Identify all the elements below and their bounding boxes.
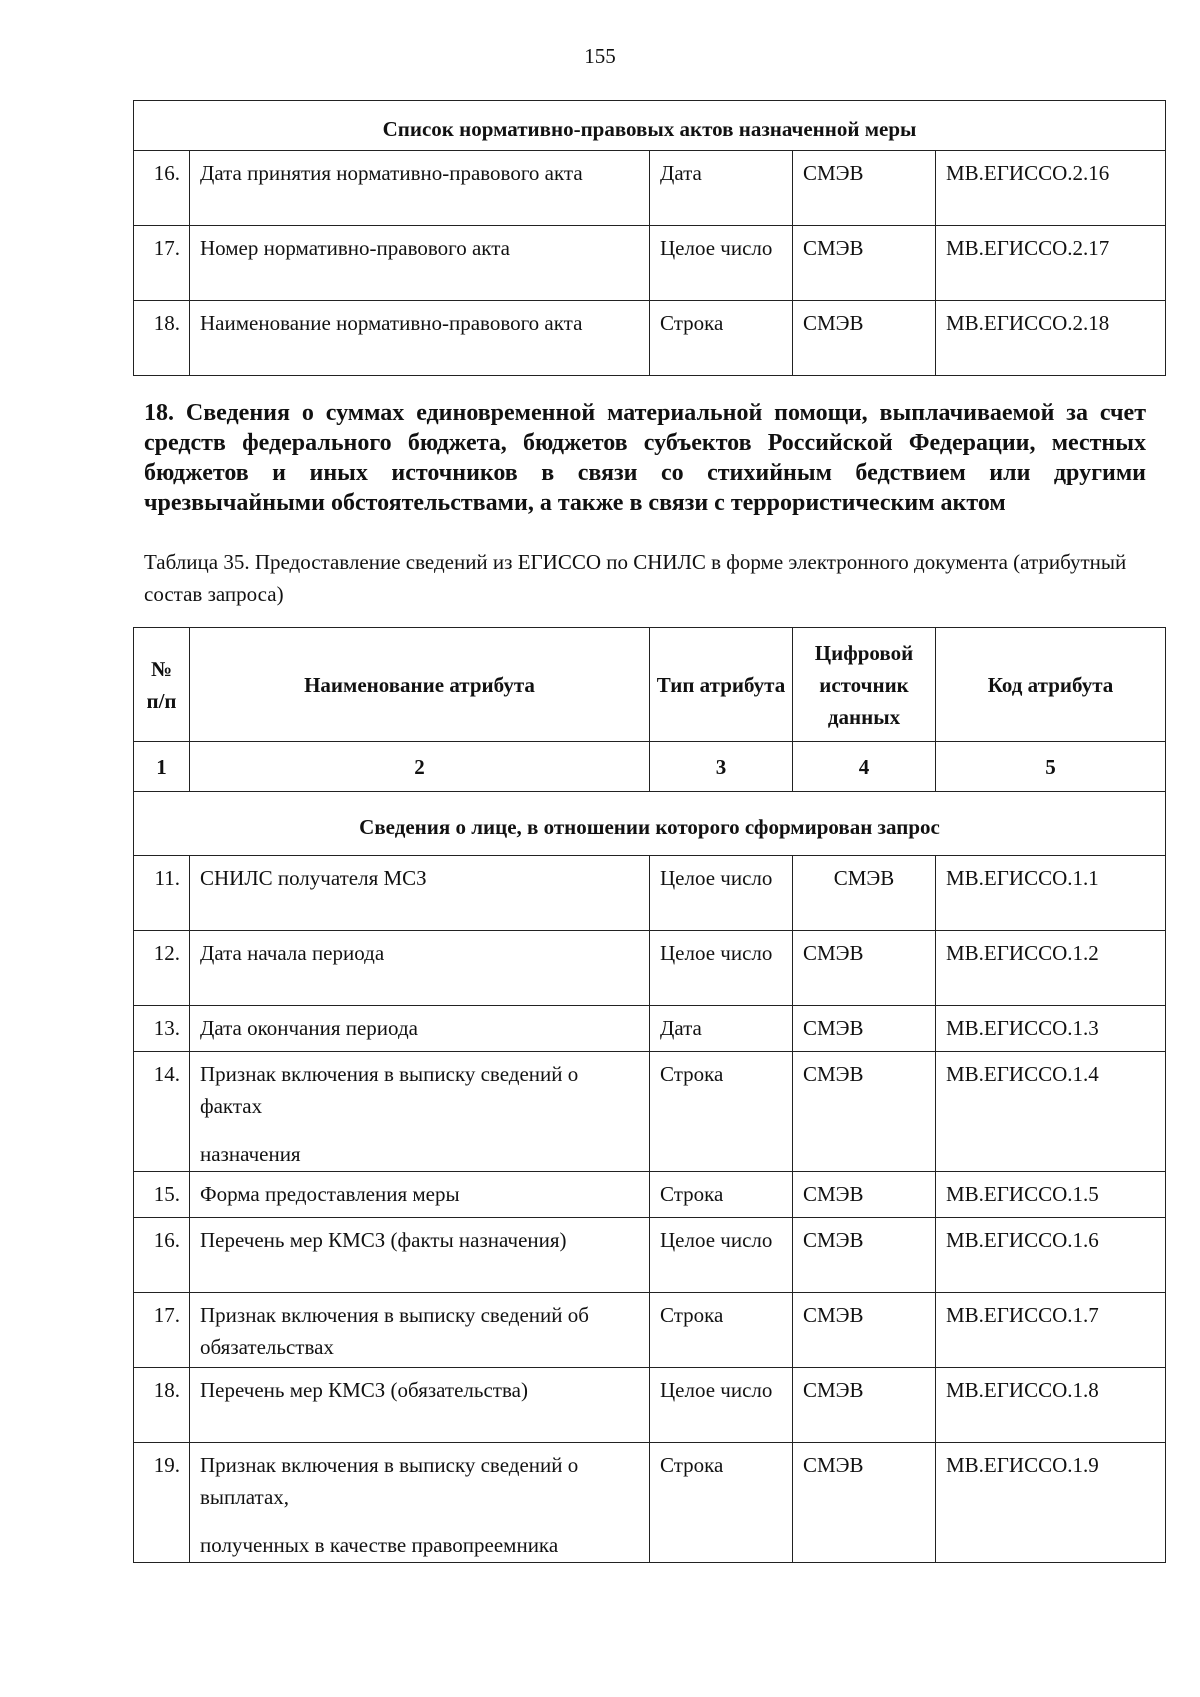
row-number: 11. (134, 856, 190, 931)
attribute-name-line: полученных в качестве правопреемника (200, 1533, 559, 1557)
attribute-name (190, 1052, 650, 1172)
attribute-name (190, 1293, 650, 1368)
attribute-code: МВ.ЕГИССО.1.1 (936, 856, 1166, 931)
data-source: СМЭВ (793, 1172, 936, 1218)
attribute-code: МВ.ЕГИССО.1.3 (936, 1006, 1166, 1052)
attribute-name-line: Перечень мер КМСЗ (факты назначения) (200, 1228, 567, 1252)
attribute-name (190, 1443, 650, 1563)
attribute-name-line: Признак включения в выписку сведений о фактах (200, 1062, 579, 1118)
attribute-name (190, 931, 650, 1006)
attribute-code: МВ.ЕГИССО.1.8 (936, 1368, 1166, 1443)
data-source: СМЭВ (793, 856, 936, 931)
main-attribute-table (133, 627, 1166, 1563)
col-number: 3 (650, 742, 793, 792)
attribute-type: Целое число (650, 856, 793, 931)
attribute-code: МВ.ЕГИССО.1.2 (936, 931, 1166, 1006)
row-number: 16. (134, 151, 190, 226)
data-source: СМЭВ (793, 1006, 936, 1052)
data-source: СМЭВ (793, 151, 936, 226)
attribute-type: Дата (650, 151, 793, 226)
attribute-type: Строка (650, 1052, 793, 1172)
attribute-name (190, 151, 650, 226)
attribute-name-line: Дата окончания периода (200, 1016, 418, 1040)
header-num: № п/п (134, 628, 190, 742)
attribute-name-line: Перечень мер КМСЗ (обязательства) (200, 1378, 528, 1402)
attribute-type: Строка (650, 1443, 793, 1563)
col-number: 2 (190, 742, 650, 792)
attribute-name (190, 1368, 650, 1443)
attribute-code: МВ.ЕГИССО.1.7 (936, 1293, 1166, 1368)
attribute-name (190, 1218, 650, 1293)
attribute-name-line: Дата начала периода (200, 941, 385, 965)
header-row (134, 628, 1166, 742)
header-code: Код атрибута (936, 628, 1166, 742)
table-row (134, 1006, 1166, 1052)
row-number: 18. (134, 301, 190, 376)
attribute-name (190, 301, 650, 376)
attribute-name-line: Наименование нормативно-правового акта (200, 311, 583, 335)
attribute-name-line: назначения (200, 1142, 301, 1166)
row-number: 17. (134, 1293, 190, 1368)
attribute-type: Целое число (650, 226, 793, 301)
attribute-name-line: Дата принятия нормативно-правового акта (200, 161, 583, 185)
row-number: 19. (134, 1443, 190, 1563)
attribute-type: Строка (650, 301, 793, 376)
attribute-type: Дата (650, 1006, 793, 1052)
col-number: 1 (134, 742, 190, 792)
attribute-code: МВ.ЕГИССО.2.18 (936, 301, 1166, 376)
attribute-code: МВ.ЕГИССО.1.6 (936, 1218, 1166, 1293)
row-number: 13. (134, 1006, 190, 1052)
data-source: СМЭВ (793, 1368, 936, 1443)
data-source: СМЭВ (793, 1052, 936, 1172)
attribute-name (190, 856, 650, 931)
section-heading: 18. Сведения о суммах единовременной материальной помощи, выплачиваемой за счет средств федерального бюджета, бюджетов субъектов Российской Федерации, местных бюджетов и иных источников в связи со стихийным бедствием или другими чрезвычайными обстоятельствами, а также в связи с террористическим актом (144, 400, 1146, 516)
attribute-type: Строка (650, 1172, 793, 1218)
row-number: 12. (134, 931, 190, 1006)
attribute-code: МВ.ЕГИССО.2.17 (936, 226, 1166, 301)
data-source: СМЭВ (793, 931, 936, 1006)
attribute-name-line: СНИЛС получателя МСЗ (200, 866, 427, 890)
attribute-name (190, 1172, 650, 1218)
col-number: 5 (936, 742, 1166, 792)
row-number: 16. (134, 1218, 190, 1293)
table-row (134, 856, 1166, 931)
table-row (134, 931, 1166, 1006)
row-number: 18. (134, 1368, 190, 1443)
attribute-type: Строка (650, 1293, 793, 1368)
header-source: Цифровой источник данных (793, 628, 936, 742)
top-attribute-table (133, 100, 1166, 376)
header-name: Наименование атрибута (190, 628, 650, 742)
attribute-code: МВ.ЕГИССО.1.9 (936, 1443, 1166, 1563)
attribute-name (190, 1006, 650, 1052)
attribute-code: МВ.ЕГИССО.2.16 (936, 151, 1166, 226)
data-source: СМЭВ (793, 1293, 936, 1368)
column-number-row (134, 742, 1166, 792)
attribute-type: Целое число (650, 1218, 793, 1293)
table-row (134, 151, 1166, 226)
table-caption: Таблица 35. Предоставление сведений из ЕГИССО по СНИЛС в форме электронного документа (атрибутный состав запроса) (144, 550, 1127, 606)
table-row (134, 1368, 1166, 1443)
table-row (134, 226, 1166, 301)
table-row (134, 1172, 1166, 1218)
data-source: СМЭВ (793, 1443, 936, 1563)
section-title: Список нормативно-правовых актов назначенной меры (134, 101, 1166, 151)
table-row (134, 1293, 1166, 1368)
attribute-type: Целое число (650, 931, 793, 1006)
header-type: Тип атрибута (650, 628, 793, 742)
table-row (134, 1052, 1166, 1172)
attribute-name-line: Признак включения в выписку сведений об обязательствах (200, 1303, 589, 1359)
table-row (134, 1218, 1166, 1293)
data-source: СМЭВ (793, 1218, 936, 1293)
data-source: СМЭВ (793, 226, 936, 301)
row-number: 17. (134, 226, 190, 301)
attribute-name (190, 226, 650, 301)
data-source: СМЭВ (793, 301, 936, 376)
attribute-code: МВ.ЕГИССО.1.5 (936, 1172, 1166, 1218)
row-number: 15. (134, 1172, 190, 1218)
table-row (134, 1443, 1166, 1563)
attribute-type: Целое число (650, 1368, 793, 1443)
attribute-code: МВ.ЕГИССО.1.4 (936, 1052, 1166, 1172)
section-title: Сведения о лице, в отношении которого сформирован запрос (134, 792, 1166, 856)
attribute-name-line: Номер нормативно-правового акта (200, 236, 510, 260)
attribute-name-line: Признак включения в выписку сведений о выплатах, (200, 1453, 579, 1509)
attribute-name-line: Форма предоставления меры (200, 1182, 460, 1206)
col-number: 4 (793, 742, 936, 792)
page-number: 155 (584, 44, 616, 68)
table-row (134, 301, 1166, 376)
row-number: 14. (134, 1052, 190, 1172)
